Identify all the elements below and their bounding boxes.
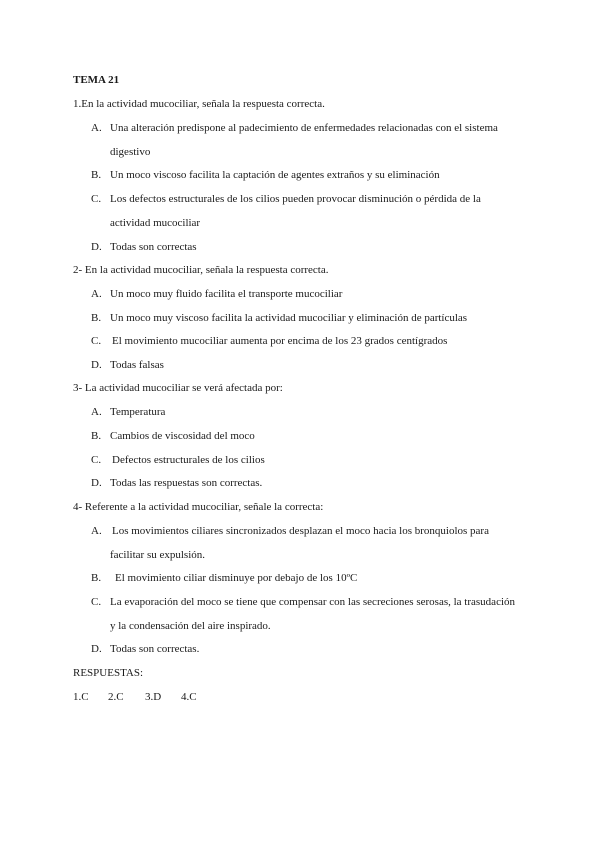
q3-option-b-letter: B. bbox=[91, 430, 102, 442]
q4-option-a-letter: A. bbox=[91, 525, 102, 537]
q2-option-b-letter: B. bbox=[91, 312, 102, 324]
q3-option-c-letter: C. bbox=[91, 454, 102, 466]
question-3-prompt: 3- La actividad mucociliar se verá afectada por: bbox=[73, 382, 283, 394]
question-4-prompt: 4- Referente a la actividad mucociliar, señale la correcta: bbox=[73, 501, 324, 513]
q4-option-b-text: El movimiento ciliar disminuye por debajo de los 10ºC bbox=[115, 572, 358, 584]
q1-option-c-text: Los defectos estructurales de los cilios pueden provocar disminución o pérdida de la bbox=[110, 193, 481, 205]
q3-option-b-text: Cambios de viscosidad del moco bbox=[110, 430, 255, 442]
q1-option-c-text-cont: actividad mucociliar bbox=[110, 217, 201, 229]
q1-option-b-letter: B. bbox=[91, 169, 102, 181]
question-1-prompt: 1.En la actividad mucociliar, señala la respuesta correcta. bbox=[73, 98, 325, 110]
q2-option-d-letter: D. bbox=[91, 359, 102, 371]
page-title: TEMA 21 bbox=[73, 74, 120, 86]
q2-option-a-letter: A. bbox=[91, 288, 102, 300]
q4-option-b-letter: B. bbox=[91, 572, 102, 584]
q1-option-a-text: Una alteración predispone al padecimiento de enfermedades relacionadas con el sistema bbox=[110, 122, 498, 134]
answer-4: 4.C bbox=[181, 691, 197, 703]
q2-option-c-text: El movimiento mucociliar aumenta por encima de los 23 grados centígrados bbox=[112, 335, 448, 347]
q3-option-c-text: Defectos estructurales de los cilios bbox=[112, 454, 265, 466]
q3-option-d-letter: D. bbox=[91, 477, 102, 489]
q2-option-b-text: Un moco muy viscoso facilita la actividad mucociliar y eliminación de partículas bbox=[110, 312, 468, 324]
question-2-prompt: 2- En la actividad mucociliar, señala la respuesta correcta. bbox=[73, 264, 329, 276]
q3-option-a-letter: A. bbox=[91, 406, 102, 418]
q4-option-c-text-cont: y la condensación del aire inspirado. bbox=[110, 620, 271, 632]
answer-2: 2.C bbox=[108, 691, 124, 703]
q1-option-d-text: Todas son correctas bbox=[110, 241, 197, 253]
answer-3: 3.D bbox=[145, 691, 162, 703]
q1-option-a-letter: A. bbox=[91, 122, 102, 134]
q1-option-a-text-cont: digestivo bbox=[110, 146, 151, 158]
q1-option-d-letter: D. bbox=[91, 241, 102, 253]
q4-option-a-text-cont: facilitar su expulsión. bbox=[110, 549, 206, 561]
q4-option-d-letter: D. bbox=[91, 643, 102, 655]
q4-option-c-letter: C. bbox=[91, 596, 102, 608]
answer-1: 1.C bbox=[73, 691, 89, 703]
answers-heading: RESPUESTAS: bbox=[73, 667, 144, 679]
q1-option-b-text: Un moco viscoso facilita la captación de agentes extraños y su eliminación bbox=[110, 169, 440, 181]
q4-option-a-text: Los movimientos ciliares sincronizados desplazan el moco hacia los bronquiolos para bbox=[112, 525, 489, 537]
q2-option-d-text: Todas falsas bbox=[110, 359, 164, 371]
q1-option-c-letter: C. bbox=[91, 193, 102, 205]
q2-option-a-text: Un moco muy fluido facilita el transporte mucociliar bbox=[110, 288, 343, 300]
q3-option-a-text: Temperatura bbox=[110, 406, 166, 418]
q2-option-c-letter: C. bbox=[91, 335, 102, 347]
q4-option-d-text: Todas son correctas. bbox=[110, 643, 200, 655]
q4-option-c-text: La evaporación del moco se tiene que compensar con las secreciones serosas, la trasudación bbox=[110, 596, 516, 608]
q3-option-d-text: Todas las respuestas son correctas. bbox=[110, 477, 263, 489]
